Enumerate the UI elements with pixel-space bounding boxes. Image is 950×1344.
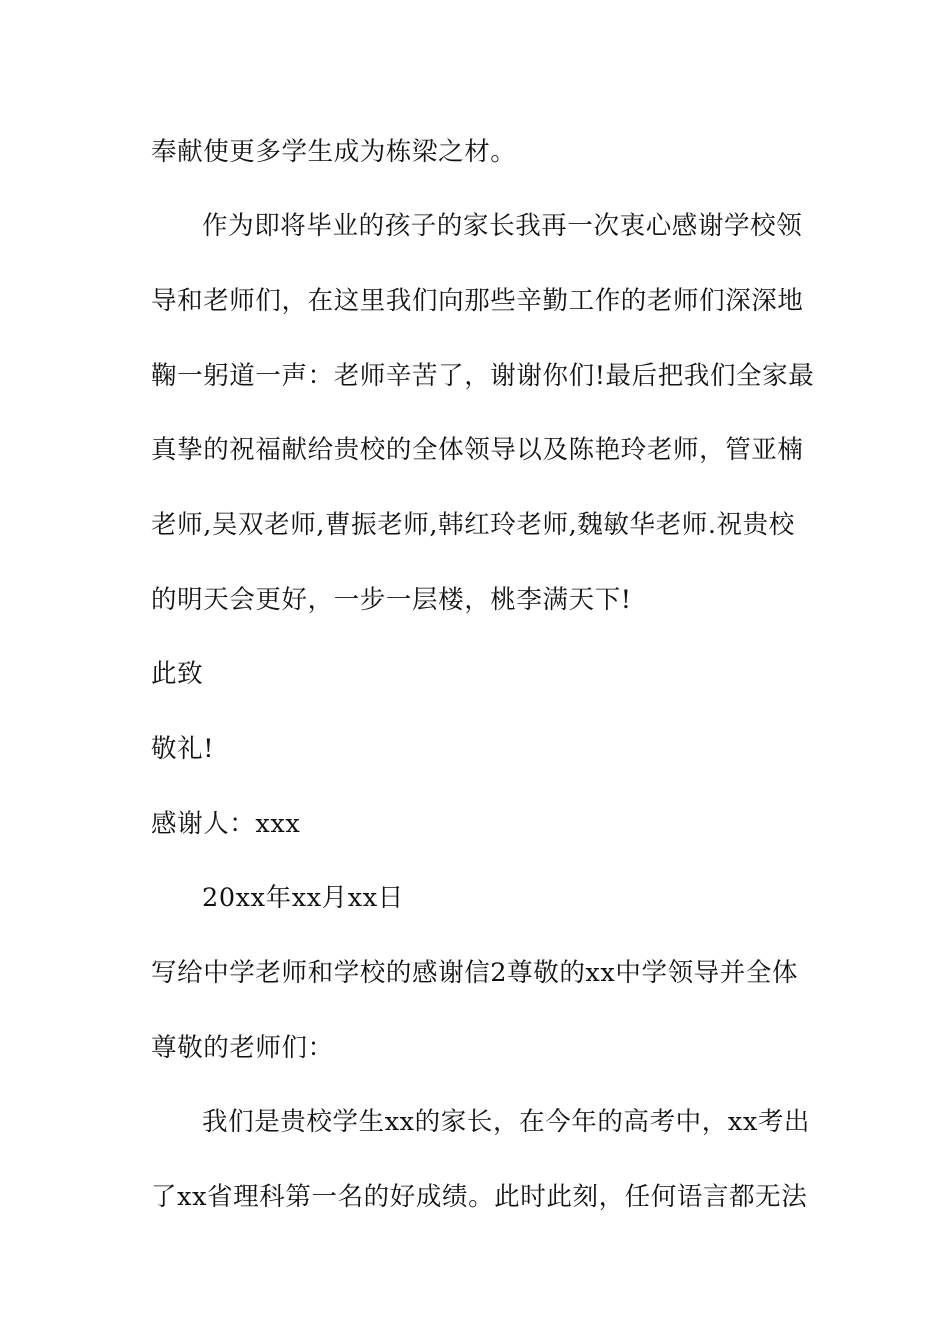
date-line: 20xx年xx月xx日 [202, 883, 404, 913]
text-line: 我们是贵校学生xx的家长，在今年的高考中，xx考出 [202, 1107, 811, 1137]
salutation-line: 敬礼! [151, 734, 215, 764]
text-line: 真挚的祝福献给贵校的全体领导以及陈艳玲老师，管亚楠 [151, 435, 804, 465]
text-line: 奉献使更多学生成为栋梁之材。 [151, 137, 517, 167]
text-line: 写给中学老师和学校的感谢信2尊敬的xx中学领导并全体 [151, 958, 799, 988]
text-line: 鞠一躬道一声：老师辛苦了，谢谢你们!最后把我们全家最 [151, 361, 815, 391]
text-line: 的明天会更好，一步一层楼，桃李满天下! [151, 585, 632, 615]
signature-line: 感谢人：xxx [151, 809, 301, 839]
text-line: 尊敬的老师们： [151, 1033, 334, 1063]
text-line: 导和老师们，在这里我们向那些辛勤工作的老师们深深地 [151, 286, 804, 316]
text-line: 老师,吴双老师,曹振老师,韩红玲老师,魏敏华老师.祝贵校 [151, 510, 795, 540]
text-line: 了xx省理科第一名的好成绩。此时此刻，任何语言都无法 [151, 1182, 808, 1212]
text-line: 作为即将毕业的孩子的家长我再一次衷心感谢学校领 [202, 211, 803, 241]
salutation-line: 此致 [151, 659, 204, 689]
